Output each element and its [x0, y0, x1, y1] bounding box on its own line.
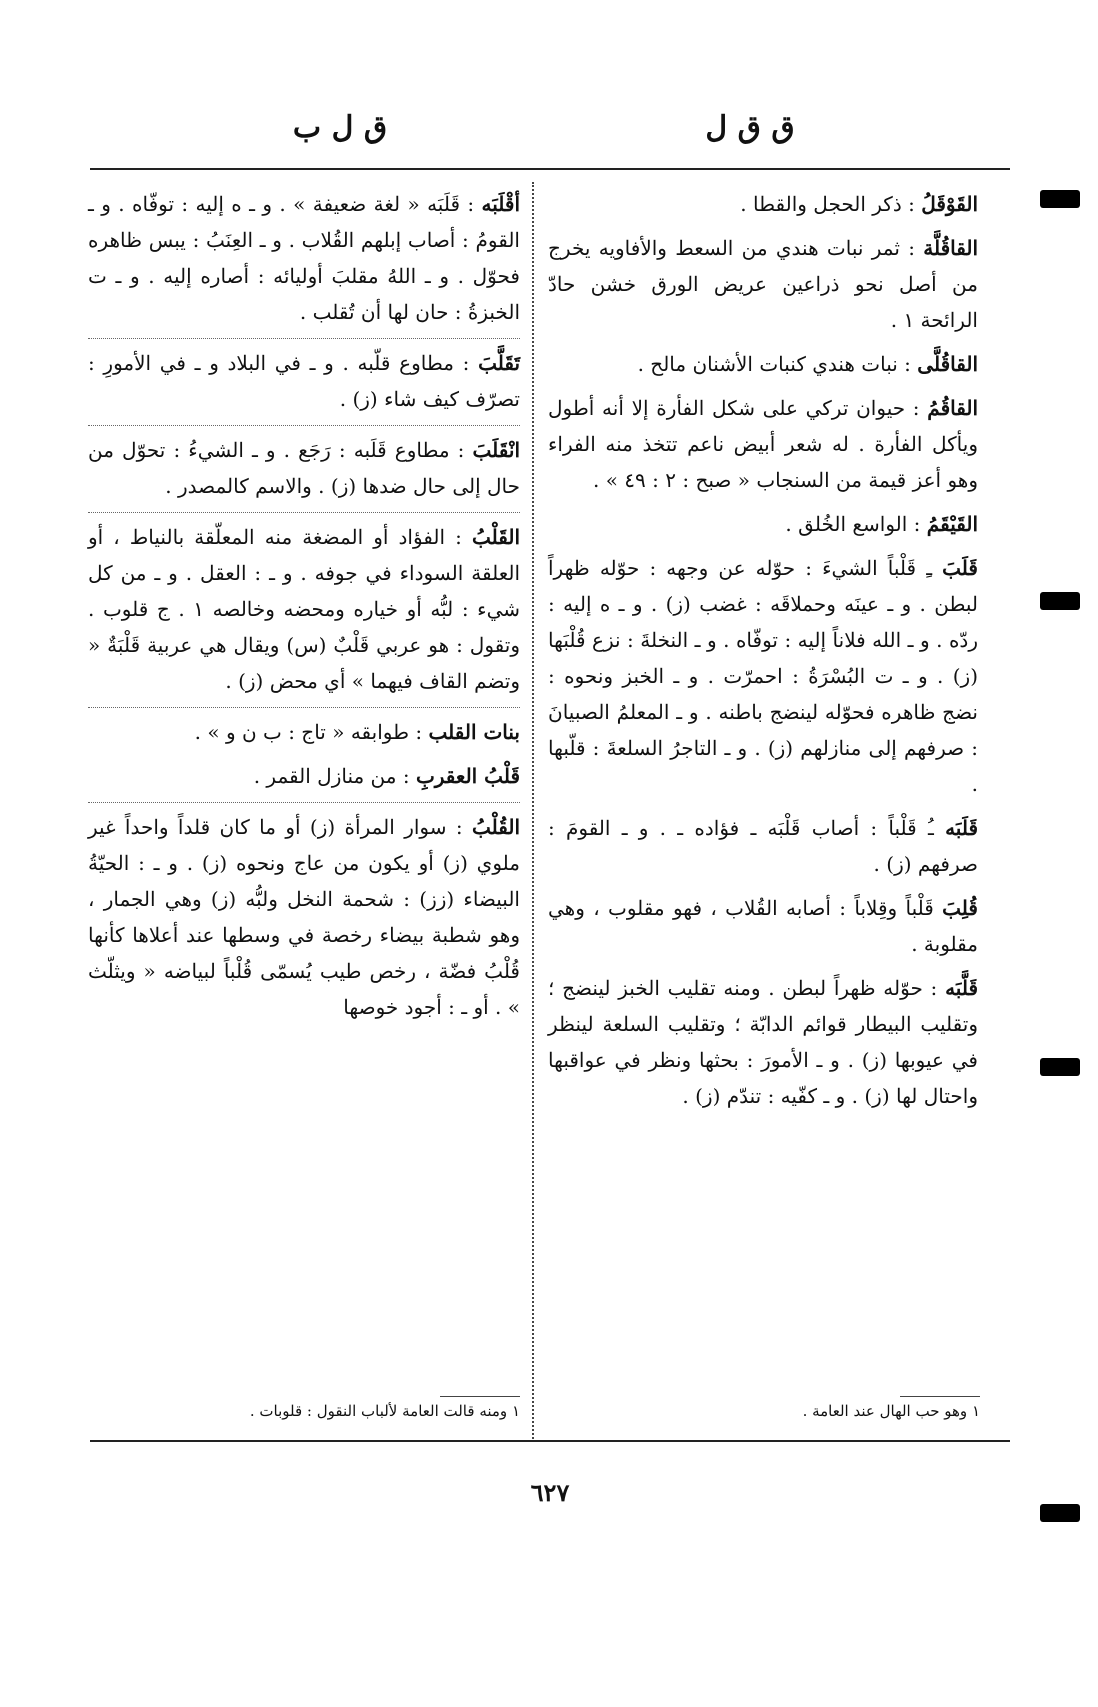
definition: : الواسع الخُلق .: [785, 512, 921, 536]
headword: أقْلَبَه: [481, 192, 520, 216]
entry: [548, 390, 978, 498]
entry: [88, 802, 520, 1025]
entry: [548, 230, 978, 338]
entry: [88, 758, 520, 794]
headword: القَلْبُ: [471, 525, 520, 549]
headword: القاقُلَّة: [923, 236, 978, 260]
footnote-rule: [440, 1396, 520, 1397]
header-rule: [90, 168, 1010, 170]
thumb-index-mark: [1040, 1504, 1080, 1522]
footnote-right: ١ وهو حب الهال عند العامة .: [802, 1402, 980, 1420]
left-column: [88, 186, 520, 1033]
entry: [548, 970, 978, 1114]
headword: قُلِبَ: [942, 896, 978, 920]
headword: القاقُمُ: [927, 396, 978, 420]
footnote-rule: [900, 1396, 980, 1397]
headword: القاقُلَّى: [917, 352, 978, 376]
entry: [88, 186, 520, 330]
headword: قَلْبُ العقربِ: [415, 764, 520, 788]
definition: : الفؤاد أو المضغة منه المعلّقة بالنياط ، أو العلقة السوداء في جوفه . و ـ : العقل . و ـ من كل شيء : لبُّه أو خياره ومحضه وخالصه ١ . ج قلوب . وتقول : هو عربي قَلْبٌ (س) ويقال هي عربية قَلْبَةٌ « وتضم القاف فيهما » أي محض (ز) .: [88, 525, 520, 693]
definition: : قَلَبَه « لغة ضعيفة » . و ـ ه إليه : توفّاه . و ـ القومُ : أصاب إبلهم القُلاب . و ـ العِنَبُ : يبس ظاهره فحوّل . و ـ اللهُ مقلبَ أوليائه : أصاره إليه . و ـ ت الخبزةُ : حان لها أن تُقلب .: [88, 192, 520, 324]
definition: : حوّله ظهراً لبطن . ومنه تقليب الخبز لينضج ؛ وتقليب البيطار قوائم الدابّة ؛ وتقليب السلعة لينظر في عيوبها (ز) . و ـ الأمورَ : بحثها ونظر في عواقبها واحتال لها (ز) . و ـ كفّيه : تندّم (ز) .: [548, 976, 979, 1108]
entry: [548, 810, 978, 882]
entry: [548, 186, 978, 222]
entry: [88, 338, 520, 417]
entry: [88, 707, 520, 750]
headword: القَيْقَمُ: [926, 512, 978, 536]
column-divider: [532, 182, 534, 1442]
footnote-left: ١ ومنه قالت العامة لألباب النقول : قلوبات .: [249, 1402, 520, 1420]
headword: القُلْبُ: [471, 815, 521, 839]
definition: : مطاوع قَلَبه : رَجَع . و ـ الشيءُ : تحوّل من حال إلى حال ضدها (ز) . والاسم كالمصدر .: [88, 438, 520, 498]
definition: : طوابقه « تاج : ب ن و » .: [194, 720, 423, 744]
definition: : ذكر الحجل والقطا .: [740, 192, 915, 216]
entry: [548, 346, 978, 382]
headword: القَوْقَلُ: [921, 192, 978, 216]
definition: ـُ قَلْباً : أصاب قَلْبَه ـ فؤاده ـ . و ـ القومَ : صرفهم (ز) .: [548, 816, 978, 876]
definition: ـِ قَلْباً الشيءَ : حوّله عن وجهه : حوّله ظهراً لبطن . و ـ عينَه وحملاقَه : غضب (ز) . و ـ ه إليه : ردّه . و ـ الله فلاناً إليه : توفّاه . و ـ النخلةَ : نزع قُلْبَها (ز) . و ـ ت البُسْرَةُ : احمرّت . و ـ الخبز ونحوه : نضج ظاهره فحوّله لينضج باطنه . و ـ المعلمُ الصبيانَ : صرفهم إلى منازلهم (ز) . و ـ التاجرُ السلعةَ : قلّبها .: [548, 556, 978, 796]
headword: انْقَلَبَ: [472, 438, 521, 462]
headword: بنات القلب: [428, 720, 520, 744]
page-header-left: ق ل ب: [292, 110, 388, 145]
footer-rule: [90, 1440, 1010, 1442]
page-number: ٦٢٧: [530, 1478, 570, 1507]
thumb-index-mark: [1040, 1058, 1080, 1076]
definition: : ثمر نبات هندي من السعط والأفاويه يخرج من أصل نحو ذراعين عريض الورق خشن حادّ الرائحة ١ .: [548, 236, 978, 332]
definition: قَلْباً وقِلاباً : أصابه القُلاب ، فهو مقلوب ، وهي مقلوبة .: [548, 896, 978, 956]
right-column: [548, 186, 978, 1122]
headword: قَلَبَه: [945, 816, 979, 840]
entry: [548, 550, 978, 802]
entry: [88, 425, 520, 504]
definition: : نبات هندي كنبات الأشنان مالح .: [637, 352, 911, 376]
page-header-right: ق ق ل: [705, 110, 795, 145]
definition: : حيوان تركي على شكل الفأرة إلا أنه أطول ويأكل الفأرة . له شعر أبيض ناعم تتخذ منه الفراء وهو أعز قيمة من السنجاب « صبح : ٢ : ٤٩ » .: [548, 396, 978, 492]
thumb-index-mark: [1040, 190, 1080, 208]
definition: : من منازل القمر .: [253, 764, 410, 788]
thumb-index-mark: [1040, 592, 1080, 610]
definition: : سوار المرأة (ز) أو ما كان قلداً واحداً غير ملوي (ز) أو يكون من عاج ونحوه (ز) . و ـ : الحيّةُ البيضاء (زز) : شحمة النخل ولبُّه (ز) وهي الجمار ، وهو شطبة بيضاء رخصة في وسطها عند أعلاها كأنها قُلْبُ فضّة ، رخص طيب يُسمّى قُلْباً لبياضه « ويثلّث » . أو ـ : أجود خوصها: [88, 815, 520, 1019]
entry: [88, 512, 520, 699]
headword: قَلَّبَه: [945, 976, 979, 1000]
headword: قَلَبَ: [942, 556, 978, 580]
headword: تَقَلَّبَ: [478, 351, 521, 375]
entry: [548, 506, 978, 542]
definition: : مطاوع قلّبه . و ـ في البلاد و ـ في الأمورِ : تصرّف كيف شاء (ز) .: [88, 351, 520, 411]
entry: [548, 890, 978, 962]
